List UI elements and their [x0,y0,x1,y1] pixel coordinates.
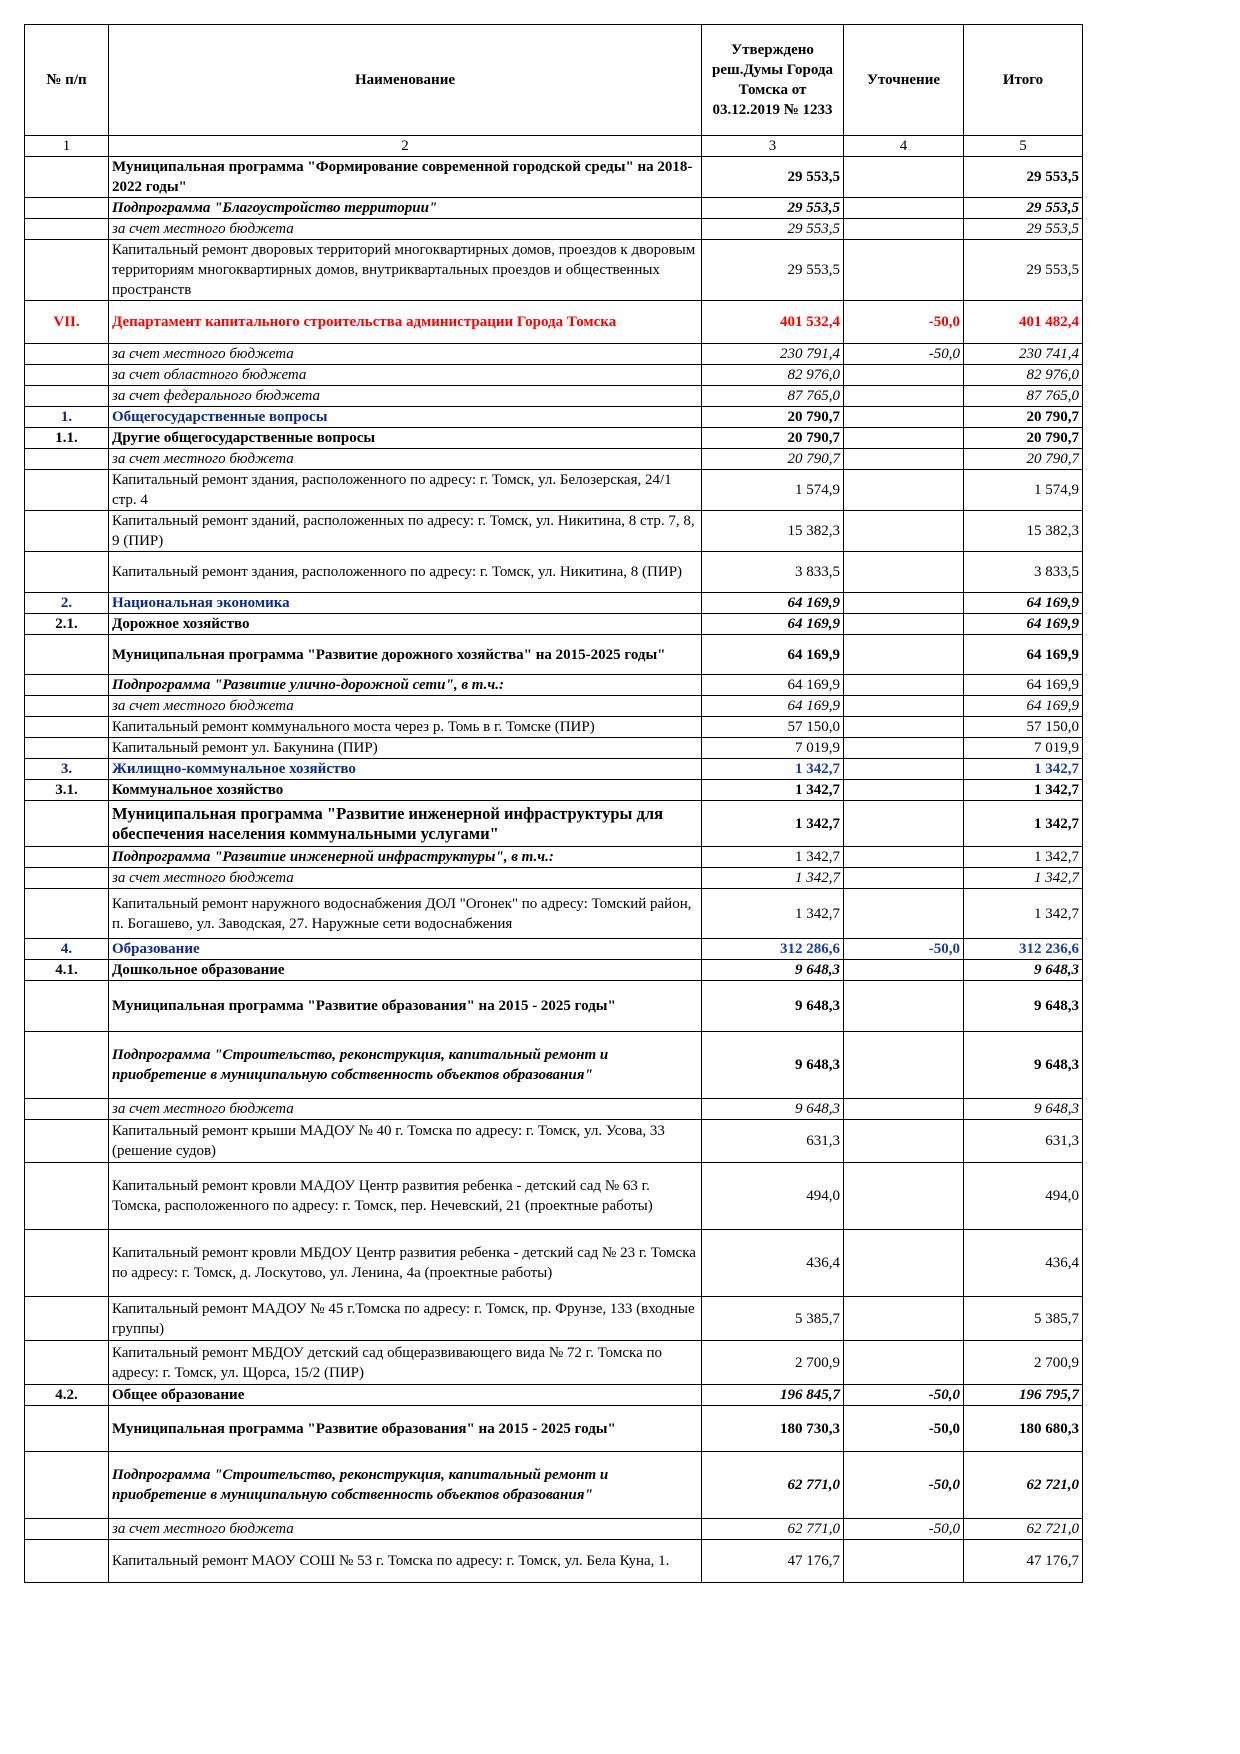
row-number [25,470,109,511]
table-row [25,759,1083,780]
row-approved: 29 553,5 [702,157,844,198]
row-change [844,407,964,428]
row-total: 1 342,7 [964,780,1083,801]
row-name: за счет местного бюджета [109,868,702,889]
row-approved: 1 342,7 [702,868,844,889]
table-row [25,1032,1083,1099]
row-number: 3.1. [25,780,109,801]
row-name: Капитальный ремонт ул. Бакунина (ПИР) [109,738,702,759]
row-approved: 15 382,3 [702,511,844,552]
row-approved: 5 385,7 [702,1297,844,1341]
table-row [25,717,1083,738]
row-name: Подпрограмма "Строительство, реконструкция, капитальный ремонт и приобретение в муниципальную собственность объектов образования" [109,1032,702,1099]
table-row [25,1385,1083,1406]
row-total: 631,3 [964,1120,1083,1163]
table-row [25,1406,1083,1452]
row-total: 1 342,7 [964,868,1083,889]
table-row [25,889,1083,939]
row-total: 20 790,7 [964,407,1083,428]
row-total: 29 553,5 [964,157,1083,198]
row-approved: 29 553,5 [702,240,844,301]
table-row [25,847,1083,868]
header-name: Наименование [109,25,702,136]
table-row [25,614,1083,635]
table-row [25,981,1083,1032]
row-change [844,759,964,780]
header-row [25,25,1083,136]
table-row [25,635,1083,675]
row-number [25,365,109,386]
table-row [25,240,1083,301]
row-total: 1 342,7 [964,801,1083,847]
row-name: Капитальный ремонт здания, расположенного по адресу: г. Томск, ул. Никитина, 8 (ПИР) [109,552,702,593]
row-number: 3. [25,759,109,780]
row-approved: 9 648,3 [702,1032,844,1099]
row-change [844,780,964,801]
row-number [25,717,109,738]
row-name: Капитальный ремонт зданий, расположенных по адресу: г. Томск, ул. Никитина, 8 стр. 7, 8, 9 (ПИР) [109,511,702,552]
row-number: 1. [25,407,109,428]
row-number [25,1099,109,1120]
row-total: 9 648,3 [964,1099,1083,1120]
row-name: Департамент капитального строительства администрации Города Томска [109,301,702,344]
row-approved: 230 791,4 [702,344,844,365]
table-row [25,1452,1083,1519]
row-number [25,1540,109,1583]
table-row [25,801,1083,847]
row-number [25,738,109,759]
row-total: 436,4 [964,1230,1083,1297]
row-approved: 180 730,3 [702,1406,844,1452]
row-total: 9 648,3 [964,981,1083,1032]
column-number: 1 [25,136,109,157]
row-change [844,889,964,939]
row-total: 64 169,9 [964,614,1083,635]
row-number: 1.1. [25,428,109,449]
row-approved: 1 574,9 [702,470,844,511]
table-row [25,511,1083,552]
row-number [25,240,109,301]
row-approved: 20 790,7 [702,449,844,470]
row-number [25,847,109,868]
row-name: Капитальный ремонт МБДОУ детский сад общеразвивающего вида № 72 г. Томска по адресу: г. Томск, ул. Щорса, 15/2 (ПИР) [109,1341,702,1385]
row-number [25,198,109,219]
row-name: Подпрограмма "Развитие улично-дорожной сети", в т.ч.: [109,675,702,696]
row-name: Жилищно-коммунальное хозяйство [109,759,702,780]
row-change [844,738,964,759]
row-change [844,240,964,301]
row-name: Подпрограмма "Строительство, реконструкция, капитальный ремонт и приобретение в муниципальную собственность объектов образования" [109,1452,702,1519]
row-name: Муниципальная программа "Развитие образования" на 2015 - 2025 годы" [109,981,702,1032]
column-number-row [25,136,1083,157]
table-row [25,939,1083,960]
row-total: 9 648,3 [964,960,1083,981]
row-total: 47 176,7 [964,1540,1083,1583]
row-total: 5 385,7 [964,1297,1083,1341]
row-change [844,675,964,696]
row-change [844,157,964,198]
row-approved: 1 342,7 [702,780,844,801]
row-change [844,1297,964,1341]
header-approved: Утверждено реш.Думы Города Томска от 03.12.2019 № 1233 [702,25,844,136]
row-name: Национальная экономика [109,593,702,614]
row-approved: 64 169,9 [702,675,844,696]
table-row [25,552,1083,593]
column-number: 4 [844,136,964,157]
row-approved: 64 169,9 [702,614,844,635]
row-name: Подпрограмма "Развитие инженерной инфраструктуры", в т.ч.: [109,847,702,868]
row-name: Муниципальная программа "Формирование современной городской среды" на 2018-2022 годы" [109,157,702,198]
table-row [25,219,1083,240]
row-number [25,635,109,675]
row-number [25,1406,109,1452]
row-name: за счет областного бюджета [109,365,702,386]
row-change: -50,0 [844,939,964,960]
row-name: за счет местного бюджета [109,1519,702,1540]
row-change [844,981,964,1032]
column-number: 5 [964,136,1083,157]
row-number [25,1452,109,1519]
row-total: 1 342,7 [964,847,1083,868]
row-number [25,801,109,847]
table-row [25,868,1083,889]
row-change [844,1032,964,1099]
table-row [25,344,1083,365]
row-total: 15 382,3 [964,511,1083,552]
row-name: Муниципальная программа "Развитие дорожного хозяйства" на 2015-2025 годы" [109,635,702,675]
row-number [25,1230,109,1297]
row-approved: 64 169,9 [702,696,844,717]
row-name: Коммунальное хозяйство [109,780,702,801]
row-approved: 631,3 [702,1120,844,1163]
row-total: 3 833,5 [964,552,1083,593]
row-name: за счет местного бюджета [109,1099,702,1120]
row-name: Другие общегосударственные вопросы [109,428,702,449]
row-change [844,470,964,511]
row-name: Общее образование [109,1385,702,1406]
table-row [25,301,1083,344]
row-total: 230 741,4 [964,344,1083,365]
row-approved: 47 176,7 [702,1540,844,1583]
row-number: 2.1. [25,614,109,635]
row-number [25,981,109,1032]
row-total: 196 795,7 [964,1385,1083,1406]
row-name: Капитальный ремонт МАОУ СОШ № 53 г. Томска по адресу: г. Томск, ул. Бела Куна, 1. [109,1540,702,1583]
row-number: VII. [25,301,109,344]
row-change [844,1120,964,1163]
row-approved: 9 648,3 [702,981,844,1032]
row-number: 4. [25,939,109,960]
row-name: Подпрограмма "Благоустройство территории" [109,198,702,219]
row-approved: 62 771,0 [702,1452,844,1519]
table-row [25,386,1083,407]
row-change [844,219,964,240]
row-number: 4.2. [25,1385,109,1406]
row-approved: 87 765,0 [702,386,844,407]
row-name: Дошкольное образование [109,960,702,981]
header-change: Уточнение [844,25,964,136]
row-number [25,219,109,240]
row-name: Дорожное хозяйство [109,614,702,635]
row-change [844,717,964,738]
row-name: Капитальный ремонт кровли МАДОУ Центр развития ребенка - детский сад № 63 г. Томска, расположенного по адресу: г. Томск, пер. Нечевский, 21 (проектные работы) [109,1163,702,1230]
row-approved: 62 771,0 [702,1519,844,1540]
row-change [844,593,964,614]
row-total: 9 648,3 [964,1032,1083,1099]
row-total: 401 482,4 [964,301,1083,344]
row-approved: 20 790,7 [702,428,844,449]
table-row [25,1230,1083,1297]
row-approved: 3 833,5 [702,552,844,593]
table-row [25,1099,1083,1120]
row-total: 494,0 [964,1163,1083,1230]
row-total: 64 169,9 [964,696,1083,717]
row-total: 57 150,0 [964,717,1083,738]
table-row [25,738,1083,759]
row-total: 62 721,0 [964,1519,1083,1540]
row-total: 64 169,9 [964,675,1083,696]
row-name: Капитальный ремонт крыши МАДОУ № 40 г. Томска по адресу: г. Томск, ул. Усова, 33 (решение судов) [109,1120,702,1163]
row-number [25,344,109,365]
row-total: 180 680,3 [964,1406,1083,1452]
row-number [25,868,109,889]
row-total: 87 765,0 [964,386,1083,407]
header-total: Итого [964,25,1083,136]
row-change: -50,0 [844,344,964,365]
row-approved: 9 648,3 [702,960,844,981]
table-row [25,960,1083,981]
table-row [25,157,1083,198]
row-name: Общегосударственные вопросы [109,407,702,428]
row-change: -50,0 [844,1385,964,1406]
row-approved: 7 019,9 [702,738,844,759]
row-change [844,1540,964,1583]
table-row [25,696,1083,717]
budget-table [24,24,1083,1583]
row-change [844,1163,964,1230]
row-change [844,386,964,407]
row-total: 29 553,5 [964,240,1083,301]
row-name: Капитальный ремонт кровли МБДОУ Центр развития ребенка - детский сад № 23 г. Томска по адресу: г. Томск, д. Лоскутово, ул. Ленина, 4а (проектные работы) [109,1230,702,1297]
row-change [844,552,964,593]
row-change [844,801,964,847]
row-approved: 29 553,5 [702,198,844,219]
row-total: 64 169,9 [964,593,1083,614]
row-approved: 82 976,0 [702,365,844,386]
row-approved: 1 342,7 [702,847,844,868]
row-total: 64 169,9 [964,635,1083,675]
table-row [25,470,1083,511]
row-approved: 1 342,7 [702,801,844,847]
table-row [25,1120,1083,1163]
row-name: Капитальный ремонт коммунального моста через р. Томь в г. Томске (ПИР) [109,717,702,738]
row-total: 20 790,7 [964,449,1083,470]
row-name: за счет местного бюджета [109,449,702,470]
table-row [25,1341,1083,1385]
row-change: -50,0 [844,1452,964,1519]
row-approved: 57 150,0 [702,717,844,738]
row-change [844,428,964,449]
row-number [25,1032,109,1099]
row-name: за счет местного бюджета [109,344,702,365]
table-row [25,198,1083,219]
row-approved: 64 169,9 [702,635,844,675]
row-number [25,386,109,407]
row-number: 4.1. [25,960,109,981]
row-number [25,157,109,198]
table-row [25,449,1083,470]
table-row [25,1297,1083,1341]
row-change [844,511,964,552]
row-approved: 20 790,7 [702,407,844,428]
row-number [25,511,109,552]
column-number: 3 [702,136,844,157]
column-number: 2 [109,136,702,157]
header-number: № п/п [25,25,109,136]
row-name: за счет местного бюджета [109,696,702,717]
row-change [844,198,964,219]
row-number [25,1120,109,1163]
row-approved: 29 553,5 [702,219,844,240]
row-total: 82 976,0 [964,365,1083,386]
row-total: 312 236,6 [964,939,1083,960]
row-approved: 64 169,9 [702,593,844,614]
row-name: Капитальный ремонт дворовых территорий многоквартирных домов, проездов к дворовым территориям многоквартирных домов, внутриквартальных проездов и общественных пространств [109,240,702,301]
row-approved: 312 286,6 [702,939,844,960]
table-row [25,593,1083,614]
row-name: Муниципальная программа "Развитие образования" на 2015 - 2025 годы" [109,1406,702,1452]
row-change: -50,0 [844,301,964,344]
row-approved: 196 845,7 [702,1385,844,1406]
row-approved: 401 532,4 [702,301,844,344]
row-number [25,1163,109,1230]
row-number [25,1519,109,1540]
table-row [25,1540,1083,1583]
row-total: 1 342,7 [964,759,1083,780]
row-approved: 1 342,7 [702,889,844,939]
row-name: Капитальный ремонт наружного водоснабжения ДОЛ "Огонек" по адресу: Томский район, п. Богашево, ул. Заводская, 27. Наружные сети водоснабжения [109,889,702,939]
row-change [844,868,964,889]
row-total: 29 553,5 [964,198,1083,219]
row-change [844,696,964,717]
row-number [25,675,109,696]
row-approved: 1 342,7 [702,759,844,780]
table-row [25,365,1083,386]
table-row [25,1163,1083,1230]
row-number: 2. [25,593,109,614]
row-total: 1 342,7 [964,889,1083,939]
row-change [844,1099,964,1120]
row-name: за счет местного бюджета [109,219,702,240]
row-total: 7 019,9 [964,738,1083,759]
row-change: -50,0 [844,1519,964,1540]
row-name: Капитальный ремонт здания, расположенного по адресу: г. Томск, ул. Белозерская, 24/1 стр. 4 [109,470,702,511]
table-row [25,407,1083,428]
row-change [844,960,964,981]
table-row [25,675,1083,696]
table-row [25,780,1083,801]
row-approved: 2 700,9 [702,1341,844,1385]
row-number [25,449,109,470]
row-total: 20 790,7 [964,428,1083,449]
row-change [844,847,964,868]
row-total: 62 721,0 [964,1452,1083,1519]
row-change [844,1230,964,1297]
row-number [25,1297,109,1341]
row-change [844,635,964,675]
row-total: 1 574,9 [964,470,1083,511]
row-name: Образование [109,939,702,960]
table-row [25,1519,1083,1540]
row-change [844,365,964,386]
row-change [844,614,964,635]
row-name: за счет федерального бюджета [109,386,702,407]
row-name: Капитальный ремонт МАДОУ № 45 г.Томска по адресу: г. Томск, пр. Фрунзе, 133 (входные группы) [109,1297,702,1341]
row-number [25,1341,109,1385]
row-approved: 436,4 [702,1230,844,1297]
row-name: Муниципальная программа "Развитие инженерной инфраструктуры для обеспечения населения коммунальными услугами" [109,801,702,847]
row-approved: 9 648,3 [702,1099,844,1120]
row-change [844,1341,964,1385]
row-approved: 494,0 [702,1163,844,1230]
row-change [844,449,964,470]
row-total: 2 700,9 [964,1341,1083,1385]
row-number [25,889,109,939]
row-change: -50,0 [844,1406,964,1452]
row-total: 29 553,5 [964,219,1083,240]
row-number [25,696,109,717]
table-row [25,428,1083,449]
row-number [25,552,109,593]
